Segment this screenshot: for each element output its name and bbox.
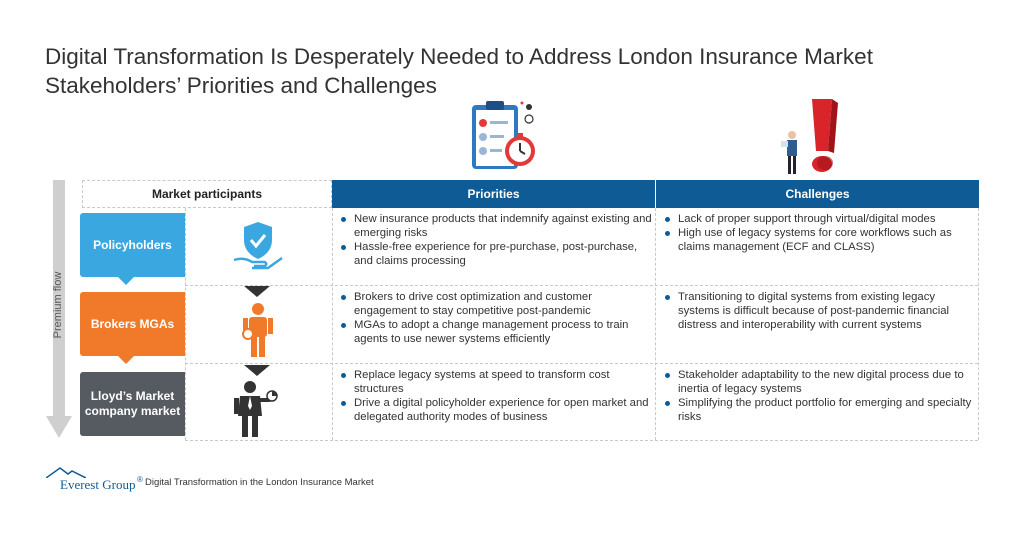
flow-down-arrow-1 bbox=[244, 286, 270, 297]
businessman-icon bbox=[234, 380, 278, 438]
registered-mark: ® bbox=[137, 475, 143, 484]
participant-brokers-mgas: Brokers MGAs bbox=[80, 292, 185, 356]
list-item: Drive a digital policyholder experience for open market and delegated authority modes of business bbox=[336, 396, 652, 424]
brand-name: Everest Group bbox=[60, 477, 136, 492]
grid-mid-2 bbox=[655, 208, 656, 440]
participant-lloyds-market: Lloyd’s Market company market bbox=[80, 372, 185, 436]
list-item: Transitioning to digital systems from existing legacy systems is difficult because of post-pandemic financial distress and interoperability with current systems bbox=[660, 290, 974, 332]
list-item: New insurance products that indemnify against existing and emerging risks bbox=[336, 212, 652, 240]
page-title: Digital Transformation Is Desperately Needed to Address London Insurance Market Stakeholders’ Priorities and Challenges bbox=[45, 44, 873, 98]
brokers-notch bbox=[118, 356, 134, 364]
list-item: Simplifying the product portfolio for emerging and specialty risks bbox=[660, 396, 974, 424]
list-item: Stakeholder adaptability to the new digital process due to inertia of legacy systems bbox=[660, 368, 974, 396]
list-item: High use of legacy systems for core workflows such as claims management (ECF and CLASS) bbox=[660, 226, 974, 254]
list-item: Replace legacy systems at speed to transform cost structures bbox=[336, 368, 652, 396]
flow-down-arrow-2 bbox=[244, 365, 270, 376]
participant-policyholders: Policyholders bbox=[80, 213, 185, 277]
priorities-brokers bbox=[336, 290, 652, 346]
priorities-header: Priorities bbox=[332, 180, 655, 208]
priorities-lloyds bbox=[336, 368, 652, 424]
challenges-policyholders bbox=[660, 212, 974, 254]
grid-right bbox=[978, 208, 979, 440]
checklist-clipboard-icon bbox=[466, 95, 542, 177]
policyholders-notch bbox=[118, 277, 134, 285]
priorities-policyholders bbox=[336, 212, 652, 268]
everest-group-logo bbox=[44, 466, 144, 492]
list-item: Brokers to drive cost optimization and customer engagement to stay competitive post-pandemic bbox=[336, 290, 652, 318]
grid-left bbox=[185, 208, 186, 440]
grid-row-2 bbox=[185, 363, 978, 364]
list-item: Lack of proper support through virtual/digital modes bbox=[660, 212, 974, 226]
market-participants-header: Market participants bbox=[82, 180, 332, 208]
challenges-header: Challenges bbox=[656, 180, 979, 208]
exclamation-mark-icon bbox=[778, 97, 844, 177]
broker-person-icon bbox=[240, 302, 276, 358]
shield-hand-icon bbox=[232, 220, 284, 272]
challenges-brokers bbox=[660, 290, 974, 332]
grid-mid-1 bbox=[332, 208, 333, 440]
grid-row-1 bbox=[185, 285, 978, 286]
footer-text: Digital Transformation in the London Insurance Market bbox=[145, 477, 374, 488]
list-item: Hassle-free experience for pre-purchase, post-purchase, and claims processing bbox=[336, 240, 652, 268]
list-item: MGAs to adopt a change management process to train agents to use newer systems efficiently bbox=[336, 318, 652, 346]
challenges-lloyds bbox=[660, 368, 974, 424]
grid-bottom bbox=[185, 440, 978, 441]
premium-flow-label: Premium flow bbox=[52, 271, 64, 339]
